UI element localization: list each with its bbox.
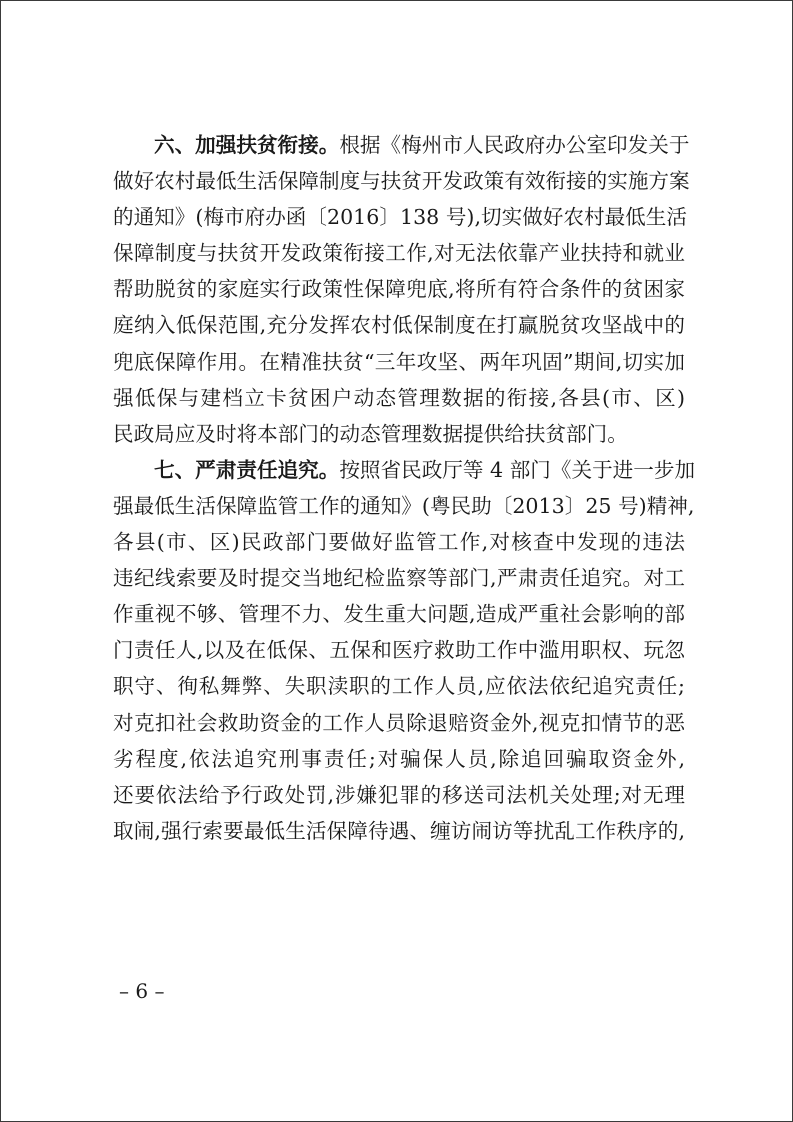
paragraph-line	[113, 127, 690, 163]
section-heading: 七、严肃责任追究。	[154, 457, 340, 482]
paragraph-line: 作重视不够、管理不力、发生重大问题,造成严重社会影响的部	[113, 602, 685, 627]
paragraph-line: 保障制度与扶贫开发政策衔接工作,对无法依靠产业扶持和就业	[113, 241, 685, 266]
paragraph-line: 兜底保障作用。在精准扶贫“三年攻坚、两年巩固”期间,切实加	[113, 349, 685, 374]
paragraph-line: 还要依法给予行政处罚,涉嫌犯罪的移送司法机关处理;对无理	[113, 782, 685, 807]
paragraph-line: 违纪线索要及时提交当地纪检监察等部门,严肃责任追究。对工	[113, 566, 685, 591]
paragraph-line: 强低保与建档立卡贫困户动态管理数据的衔接,各县(市、区)	[113, 385, 685, 410]
page-number: – 6 –	[119, 979, 165, 1003]
paragraph-line: 取闹,强行索要最低生活保障待遇、缠访闹访等扰乱工作秩序的,	[113, 818, 685, 843]
paragraph-line: 职守、徇私舞弊、失职渎职的工作人员,应依法依纪追究责任;	[113, 674, 685, 699]
paragraph-line: 民政局应及时将本部门的动态管理数据提供给扶贫部门。	[113, 421, 628, 446]
line-text: 按照省民政厅等 4 部门《关于进一步加	[339, 457, 696, 482]
section-heading: 六、加强扶贫衔接。	[154, 133, 340, 157]
paragraph-section-6	[113, 127, 690, 452]
paragraph-line	[113, 452, 696, 488]
paragraph-line: 劣程度,依法追究刑事责任;对骗保人员,除追回骗取资金外,	[113, 746, 685, 771]
paragraph-line: 的通知》(梅市府办函〔2016〕138 号),切实做好农村最低生活	[113, 205, 687, 230]
document-body	[113, 127, 696, 849]
paragraph-line: 对克扣社会救助资金的工作人员除退赔资金外,视克扣情节的恶	[113, 710, 685, 735]
paragraph-line: 庭纳入低保范围,充分发挥农村低保制度在打赢脱贫攻坚战中的	[113, 313, 685, 338]
paragraph-line: 各县(市、区)民政部门要做好监管工作,对核查中发现的违法	[113, 530, 685, 555]
paragraph-section-7	[113, 452, 696, 849]
paragraph-line: 强最低生活保障监管工作的通知》(粤民助〔2013〕25 号)精神,	[113, 493, 695, 518]
paragraph-line: 做好农村最低生活保障制度与扶贫开发政策有效衔接的实施方案	[113, 169, 690, 194]
paragraph-line: 帮助脱贫的家庭实行政策性保障兜底,将所有符合条件的贫困家	[113, 277, 685, 302]
paragraph-line: 门责任人,以及在低保、五保和医疗救助工作中滥用职权、玩忽	[113, 638, 685, 663]
line-text: 根据《梅州市人民政府办公室印发关于	[339, 133, 690, 157]
